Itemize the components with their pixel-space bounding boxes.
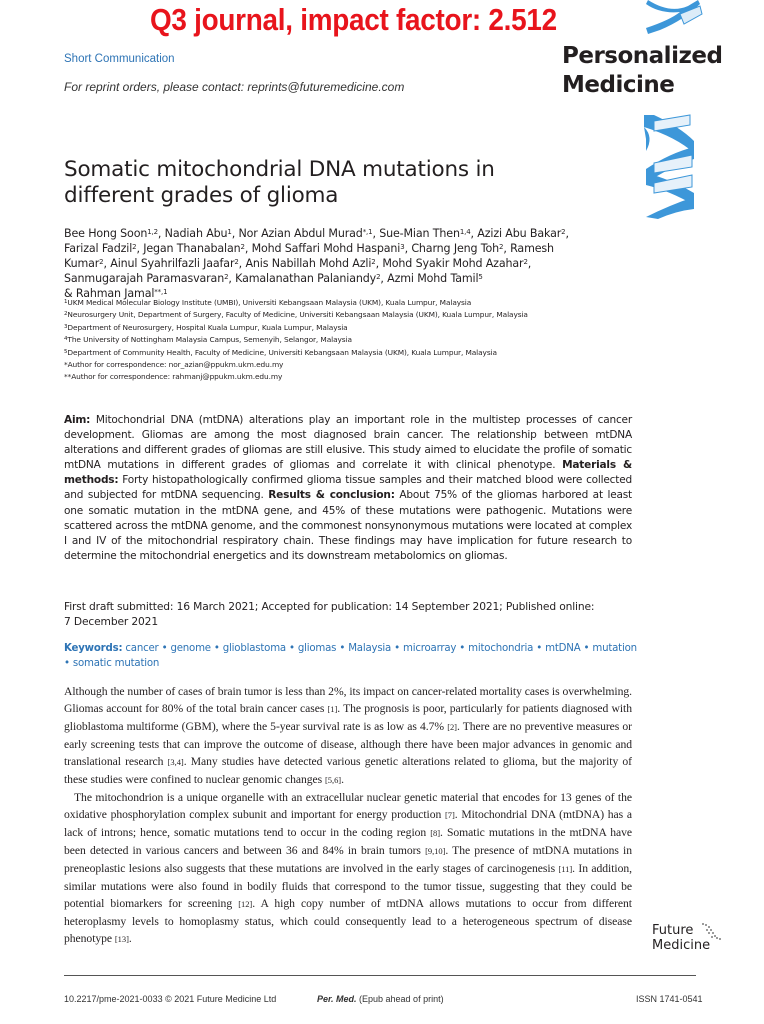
author-name: Sanmugarajah Paramasvaran xyxy=(64,272,225,285)
author-name: Anis Nabillah Mohd Azli xyxy=(245,257,372,270)
author-name: Mohd Saffari Mohd Haspani xyxy=(251,242,401,255)
keyword-bullet: • xyxy=(64,658,73,669)
keyword-bullet: • xyxy=(158,643,171,654)
body-text-segment: . Somatic mutations in the mtDNA have been detected in various cancers and between 36 and 84% in brain tumors xyxy=(64,826,633,857)
footer-issn: ISSN 1741-0541 xyxy=(636,994,703,1004)
author-affiliation-mark: 1 xyxy=(227,228,232,236)
impact-factor-banner: Q3 journal, impact factor: 2.512 xyxy=(150,2,557,37)
journal-name-line1: Personalized xyxy=(562,43,723,69)
author-name: Sue-Mian Then xyxy=(379,227,460,240)
author-affiliation-mark: 2 xyxy=(499,243,504,251)
footer-doi: 10.2217/pme-2021-0033 © 2021 Future Medicine Ltd xyxy=(64,994,277,1004)
affiliation-number: 5 xyxy=(64,348,68,355)
body-paragraph-2 xyxy=(64,789,632,948)
publisher-logo-line2: Medicine xyxy=(652,938,711,953)
author-affiliation-mark: 2 xyxy=(523,258,528,266)
author-affiliation-mark: 2 xyxy=(99,258,104,266)
affiliation-text: The University of Nottingham Malaysia Campus, Semenyih, Selangor, Malaysia xyxy=(67,335,352,345)
author-affiliation-mark: 2 xyxy=(376,273,381,281)
footer-journal-abbrev: Per. Med. xyxy=(317,994,357,1004)
article-type: Short Communication xyxy=(64,53,175,65)
author-name: Nor Azian Abdul Murad xyxy=(238,227,363,240)
author-name: Bee Hong Soon xyxy=(64,227,148,240)
affiliation-item xyxy=(64,371,624,383)
citation-link[interactable]: [9,10] xyxy=(425,846,446,856)
affiliation-text: Department of Neurosurgery, Hospital Kuala Lumpur, Kuala Lumpur, Malaysia xyxy=(67,322,348,332)
footer-divider xyxy=(64,975,696,976)
affiliation-text: *Author for correspondence: nor_azian@ppukm.ukm.edu.my xyxy=(64,360,284,370)
keyword-link[interactable]: Malaysia xyxy=(348,643,392,654)
keyword-link[interactable]: cancer xyxy=(125,643,159,654)
citation-link[interactable]: [3,4] xyxy=(167,757,184,767)
author-affiliation-mark: 2 xyxy=(240,243,245,251)
body-text-segment: . xyxy=(128,932,132,945)
publication-dates xyxy=(64,599,644,629)
keyword-link[interactable]: mitochondria xyxy=(468,643,534,654)
abstract-methods-label: Materials & methods: xyxy=(64,459,632,487)
affiliation-number: 4 xyxy=(64,336,68,343)
author-affiliation-mark: 2 xyxy=(371,258,376,266)
affiliation-text: Department of Community Health, Faculty of Medicine, Universiti Kebangsaan Malaysia (UKM), Kuala Lumpur, Malaysia xyxy=(67,347,497,357)
citation-link[interactable]: [13] xyxy=(114,934,129,944)
keyword-bullet: • xyxy=(285,643,298,654)
publisher-logo-line1: Future xyxy=(652,923,694,938)
footer-citation xyxy=(317,994,444,1004)
author-affiliation-mark: **,1 xyxy=(154,288,168,296)
keyword-bullet: • xyxy=(391,643,403,654)
abstract-results-label: Results & conclusion: xyxy=(268,489,395,502)
author-affiliation-mark: *,1 xyxy=(362,228,373,236)
author-list: Bee Hong Soon$^{1,2}$, Nadiah Abu$^1$, Nor Azian Abdul Murad$^{*,1}$, Sue-Mian Then$^{1,4}$, Azizi Abu Bakar$^2$, Farizal Fadzil$^2$, Jegan Thanabalan$^2$, Mohd Saffari Mohd Haspani$^3$, Charng Jeng Toh$^2$, Ramesh Kumar$^2$, Ainul Syahrilfazli Jaafar$^2$, Anis Nabillah Mohd Azli$^2$, Mohd Syakir Mohd Azahar$^2$, Sanmugarajah Paramasvaran$^2$, Kamalanathan Palaniandy$^2$, Azmi Mohd Tamil$^5$ & Rahman Jamal$^{**,1}$ xyxy=(64,227,569,300)
keywords-label: Keywords: xyxy=(64,643,123,654)
author-name: Ramesh Kumar xyxy=(64,242,554,270)
author-name: Jegan Thanabalan xyxy=(143,242,241,255)
body-text-segment: . A high copy number of mtDNA allows mutations to occur from different heteroplasmy levels to homoplasmy status, which could consequently lead to a heterogeneous spectrum of disease phenotype xyxy=(64,897,632,945)
body-text xyxy=(64,683,632,948)
affiliation-text: UKM Medical Molecular Biology Institute (UMBI), Universiti Kebangsaan Malaysia (UKM), Kuala Lumpur, Malaysia xyxy=(67,298,472,307)
author-name: Kamalanathan Palaniandy xyxy=(235,272,377,285)
author-affiliation-mark: 2 xyxy=(224,273,229,281)
affiliation-number: 3 xyxy=(64,323,68,330)
body-text-segment: . Mitochondrial DNA (mtDNA) has a lack of introns; hence, somatic mutations tend to occur in the coding region xyxy=(64,808,632,839)
keyword-link[interactable]: genome xyxy=(170,643,211,654)
affiliation-item xyxy=(64,334,624,346)
citation-link[interactable]: [12] xyxy=(238,899,253,909)
author-affiliation-mark: 2 xyxy=(234,258,239,266)
affiliation-item xyxy=(64,347,624,359)
keyword-link[interactable]: microarray xyxy=(403,643,457,654)
author-affiliation-mark: 1,2 xyxy=(147,228,158,236)
body-text-segment: The mitochondrion is a unique organelle with an extracellular nuclear genetic material that encodes for 13 genes of the oxidative phosphorylation complex subunit and important for energy production xyxy=(64,791,632,821)
keyword-bullet: • xyxy=(533,643,546,654)
citation-link[interactable]: [8] xyxy=(430,828,441,838)
affiliation-number: 2 xyxy=(64,311,68,318)
dna-helix-icon xyxy=(640,0,710,36)
affiliation-text: Neurosurgery Unit, Department of Surgery, Faculty of Medicine, Universiti Kebangsaan Malaysia (UKM), Kuala Lumpur, Malaysia xyxy=(67,310,528,320)
author-name: Charng Jeng Toh xyxy=(411,242,500,255)
dna-helix-icon xyxy=(640,113,704,219)
abstract-aim-label: Aim: xyxy=(64,414,91,426)
affiliation-item xyxy=(64,309,624,321)
dates-line2: 7 December 2021 xyxy=(64,615,158,628)
author-name: Mohd Syakir Mohd Azahar xyxy=(382,257,524,270)
author-name: Nadiah Abu xyxy=(164,227,228,240)
citation-link[interactable]: [5,6] xyxy=(325,775,342,785)
keyword-bullet: • xyxy=(456,643,469,654)
author-name: Ainul Syahrilfazli Jaafar xyxy=(110,257,235,270)
citation-link[interactable]: [7] xyxy=(444,810,455,820)
keyword-bullet: • xyxy=(580,643,593,654)
author-affiliation-mark: 3 xyxy=(400,243,405,251)
keyword-link[interactable]: gliomas xyxy=(297,643,337,654)
reprint-notice: For reprint orders, please contact: reprints@futuremedicine.com xyxy=(64,80,405,94)
body-text-segment: . In addition, similar mutations were also found in bodily fluids that correspond to the tumor tissue, suggesting that they could be potential biomarkers for screening xyxy=(64,862,632,910)
affiliation-list xyxy=(64,297,624,384)
body-text-segment: . xyxy=(341,773,344,786)
journal-name xyxy=(562,42,722,100)
helix-dots-icon xyxy=(700,922,722,944)
author-affiliation-mark: 2 xyxy=(561,228,566,236)
body-text-segment: . Many studies have detected various genetic alterations related to glioma, but the majority of these studies were confined to nuclear genomic changes xyxy=(64,755,632,786)
keyword-bullet: • xyxy=(210,643,223,654)
affiliation-item xyxy=(64,322,624,334)
abstract-methods-text: Forty histopathologically confirmed glioma tissue samples and their matched blood were collected and subjected for mtDNA sequencing. xyxy=(64,474,632,502)
citation-link[interactable]: [2] xyxy=(447,722,457,732)
affiliation-number: 1 xyxy=(64,299,68,305)
citation-link[interactable]: [11] xyxy=(558,864,573,874)
keywords xyxy=(64,641,644,671)
body-text-segment: . The presence of mtDNA mutations in preneoplastic lesions also suggests that these mutations are involved in the early stages of carcinogenesis xyxy=(64,844,632,875)
journal-name-line2: Medicine xyxy=(562,72,675,98)
keyword-link[interactable]: mutation xyxy=(592,643,637,654)
footer-epub: (Epub ahead of print) xyxy=(356,994,444,1004)
body-text-segment: . There are no preventive measures or early screening tests that can improve the outcome of disease, although there have been major advances in genomic and translational research xyxy=(64,720,632,768)
abstract-aim-text: Mitochondrial DNA (mtDNA) alterations play an important role in the multistep processes of cancer development. Gliomas are among the most diagnosed brain cancer. The relationship between mtDNA alterations and different grades of gliomas are still elusive. This study aimed to elucidate the profile of somatic mtDNA mutations in different grades of gliomas and correlate it with clinical phenotype. xyxy=(64,414,632,472)
affiliation-item xyxy=(64,297,624,309)
author-name: & Rahman Jamal xyxy=(64,287,155,300)
abstract xyxy=(64,413,632,564)
affiliation-item xyxy=(64,359,624,371)
article-title xyxy=(64,157,495,209)
author-name: Farizal Fadzil xyxy=(64,242,133,255)
body-paragraph-1 xyxy=(64,683,632,789)
keyword-bullet: • xyxy=(336,643,349,654)
citation-link[interactable]: [1] xyxy=(327,704,338,714)
author-affiliation-mark: 2 xyxy=(132,243,137,251)
article-title-line2: different grades of glioma xyxy=(64,183,339,208)
author-affiliation-mark: 1,4 xyxy=(459,228,471,236)
author-affiliation-mark: 5 xyxy=(478,273,483,281)
affiliation-text: **Author for correspondence: rahmanj@ppukm.ukm.edu.my xyxy=(64,372,283,382)
body-text-segment: Although the number of cases of brain tumor is less than 2%, its impact on cancer-related mortality cases is overwhelming. Gliomas account for 80% of the total brain cancer cases xyxy=(64,685,632,715)
body-text-segment: . The prognosis is poor, particularly for patients diagnosed with glioblastoma multiforme (GBM), where the 5-year survival rate is as low as 4.7% xyxy=(64,702,632,733)
keyword-link[interactable]: glioblastoma xyxy=(222,643,286,654)
keyword-link[interactable]: mtDNA xyxy=(545,643,581,654)
keyword-link[interactable]: somatic mutation xyxy=(72,658,160,669)
abstract-results-text: About 75% of the gliomas harbored at least one somatic mutation in the mtDNA gene, and 45% of these mutations were pathogenic. Mutations were scattered across the mtDNA genome, and the commonest nonsynonymous mutations were located at complex I and IV of the mitochondrial respiratory chain. These findings may have implication for future research to determine the mitochondrial energetics and its downstream metabolomics on gliomas. xyxy=(64,489,632,562)
author-name: Azizi Abu Bakar xyxy=(477,227,562,240)
dates-line1: First draft submitted: 16 March 2021; Accepted for publication: 14 September 2021; Published online: xyxy=(64,600,595,613)
author-name: Azmi Mohd Tamil xyxy=(387,272,479,285)
article-title-line1: Somatic mitochondrial DNA mutations in xyxy=(64,157,495,182)
